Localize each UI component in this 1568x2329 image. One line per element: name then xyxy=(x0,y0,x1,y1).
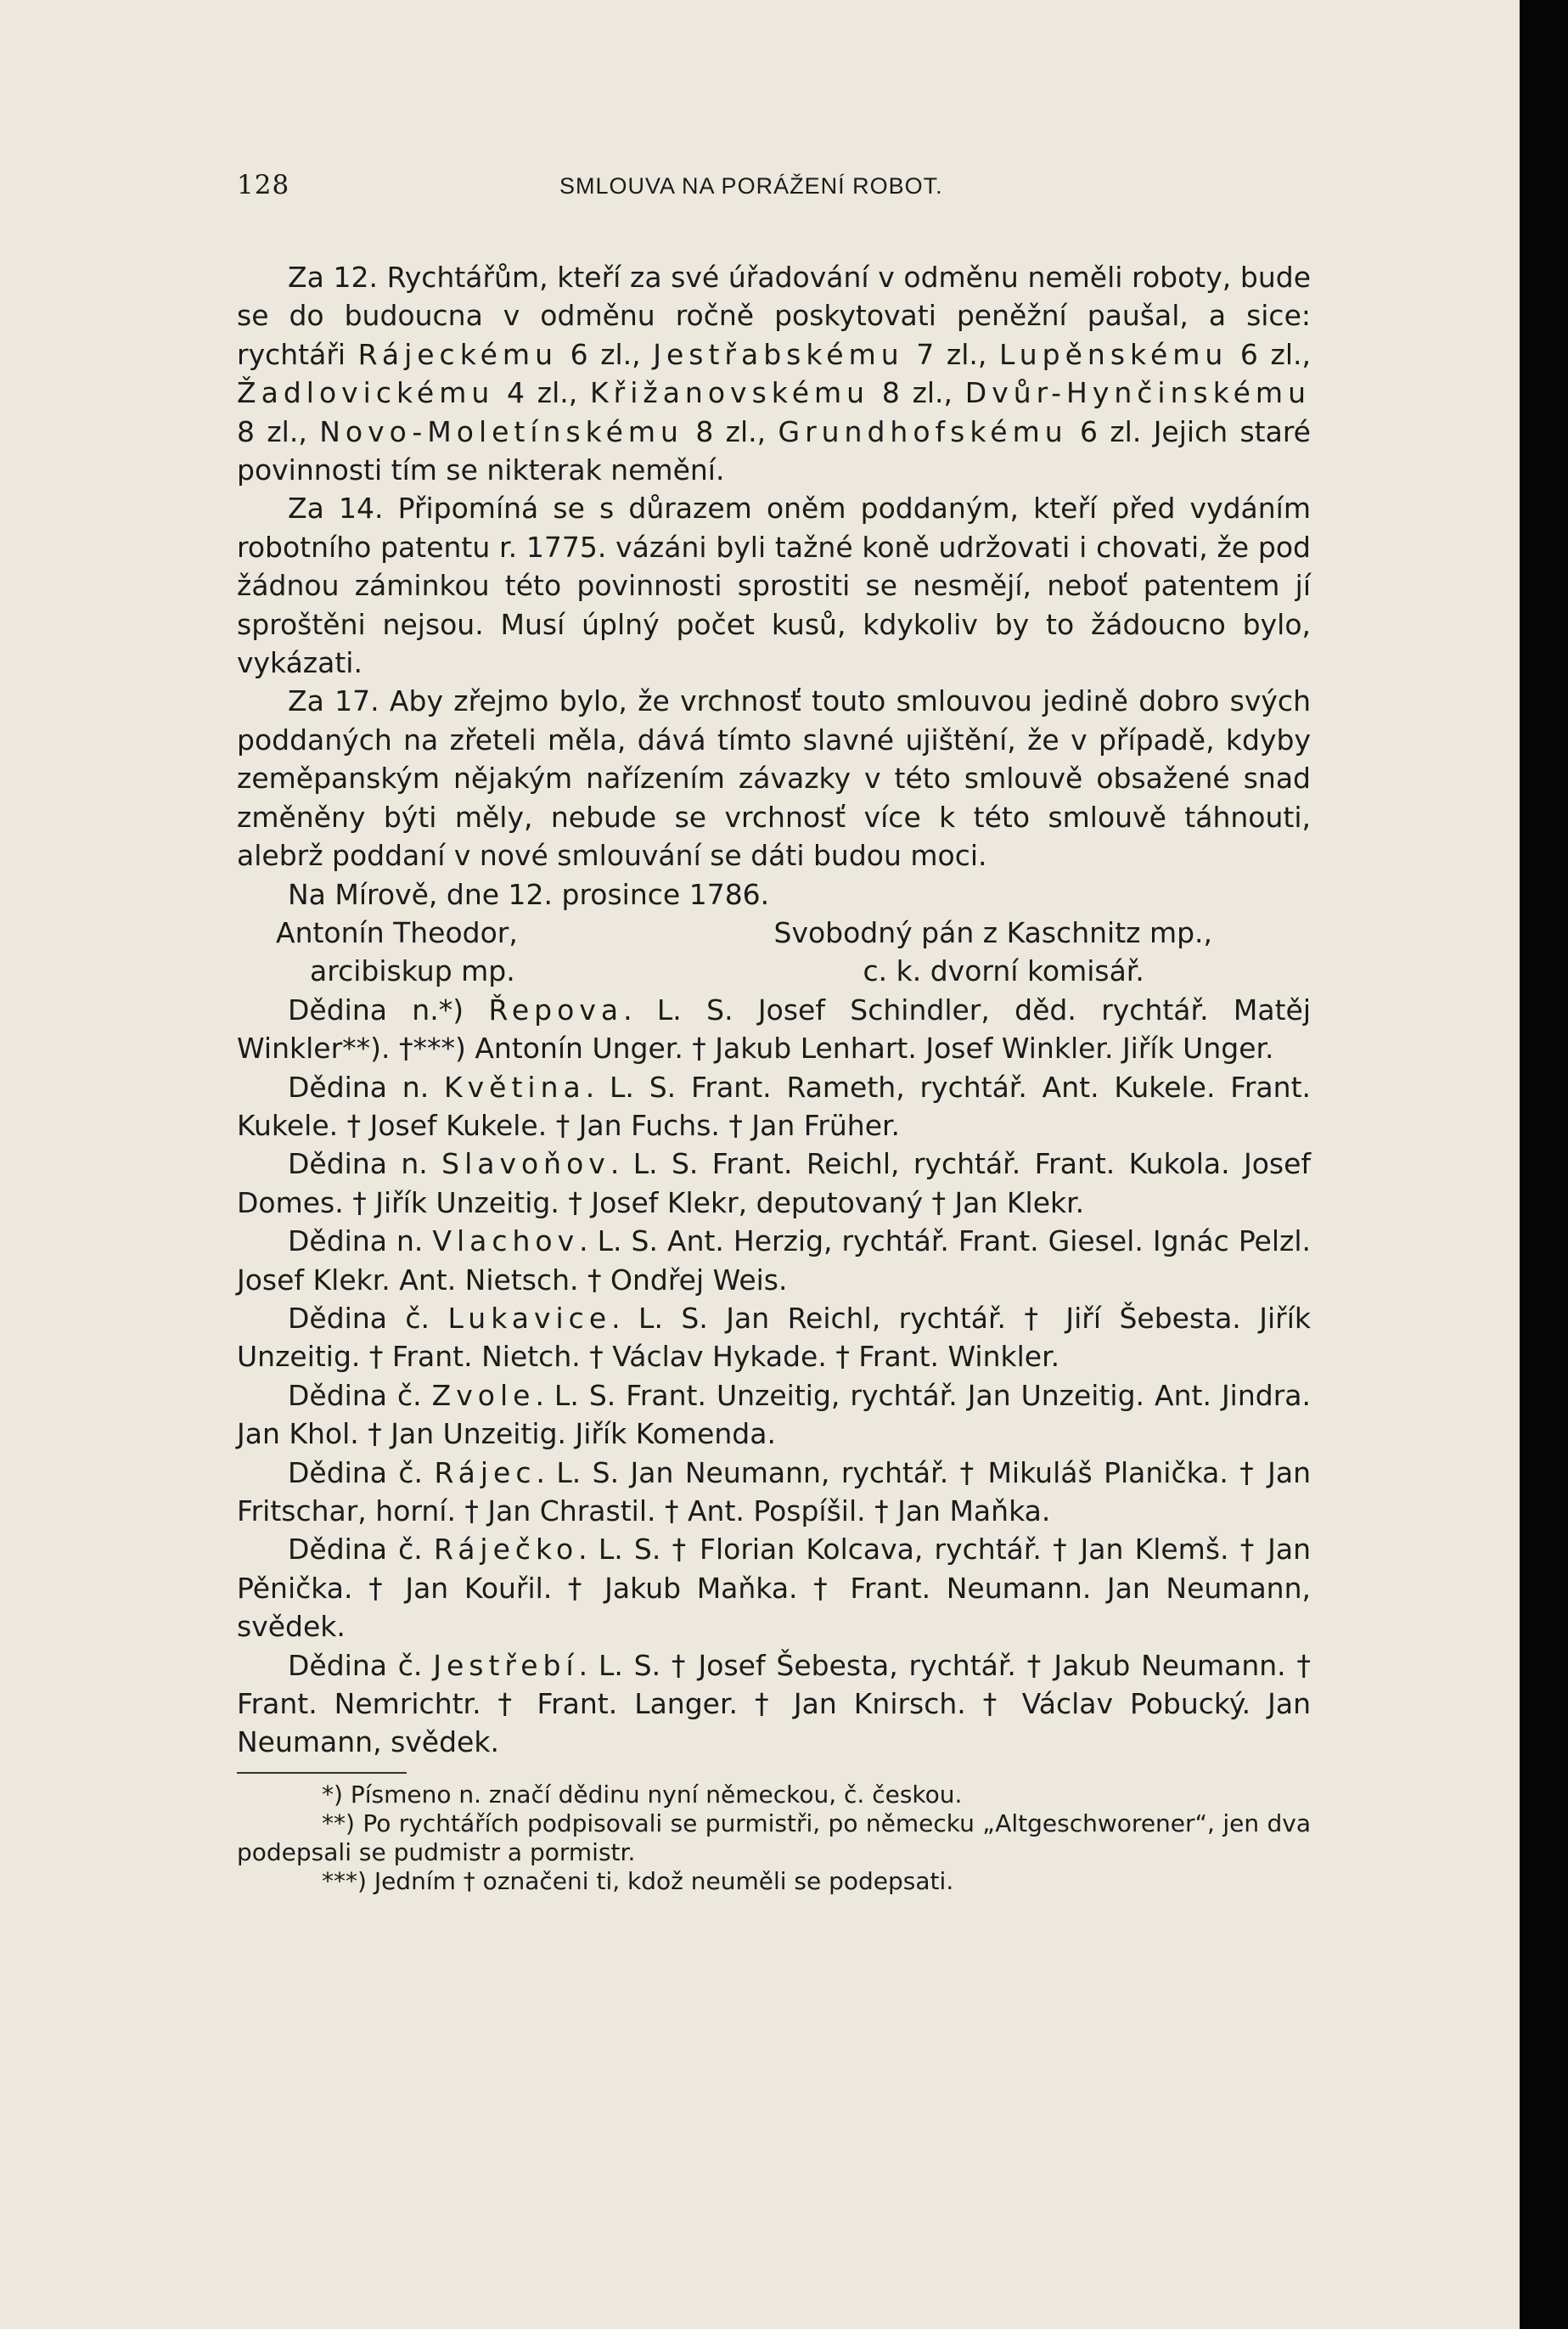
village-signatories: . L. S. † Florian Kolcava, rychtář. † Jan Klemš. † Jan Pěnička. † Jan Kouřil. † Jakub Maňka. † Frant. Neumann. Jan Neumann, svědek. xyxy=(237,1533,1311,1644)
village-signatories: . L. S. Jan Neumann, rychtář. † Mikuláš Planička. † Jan Fritschar, horní. † Jan Chrastil. † Ant. Pospíšil. † Jan Maňka. xyxy=(237,1455,1311,1527)
village-prefix: Dědina n. xyxy=(288,1070,444,1104)
village-name: Lukavice xyxy=(447,1301,612,1335)
text-run: 7 zl., xyxy=(903,337,999,371)
text-run: 8 zl., xyxy=(683,414,778,448)
signature-block xyxy=(237,914,1311,991)
footnote: *) Písmeno n. značí dědinu nyní německou, č. českou. xyxy=(322,1780,963,1809)
village-entry xyxy=(237,1376,1311,1454)
village-signatories: . L. S. Frant. Unzeitig, rychtář. Jan Unzeitig. Ant. Jindra. Jan Khol. † Jan Unzeitig. Jiřík Komenda. xyxy=(237,1378,1311,1451)
scan-edge xyxy=(1520,0,1568,2329)
signature-right xyxy=(774,914,1312,991)
signature-title: c. k. dvorní komisář. xyxy=(863,954,1144,988)
text-run: 6 zl., xyxy=(1228,337,1311,371)
village-entry xyxy=(237,1222,1311,1299)
running-header xyxy=(237,170,1311,224)
village-prefix: Dědina n. xyxy=(288,1147,442,1181)
village-prefix: Dědina č. xyxy=(288,1301,448,1335)
paragraph-za-12 xyxy=(237,258,1311,489)
village-entry xyxy=(237,991,1311,1068)
village-prefix: Dědina č. xyxy=(288,1533,434,1567)
village-name: Dvůr-Hynčinskému xyxy=(964,376,1311,410)
village-name: Vlachov xyxy=(432,1224,580,1258)
village-name: Květina xyxy=(444,1070,586,1104)
village-prefix: Dědina č. xyxy=(288,1378,432,1412)
village-name: Rájec xyxy=(434,1455,537,1489)
footnotes xyxy=(237,1781,1311,1896)
footnote: **) Po rychtářích podpisovali se purmistři, po německu „Altgeschworener“, jen dva podepsali se pudmistr a pormistr. xyxy=(237,1809,1311,1866)
village-prefix: Dědina n.*) xyxy=(288,993,489,1027)
village-name: Křižanovskému xyxy=(590,376,870,410)
village-name: Řepova xyxy=(488,993,624,1027)
signature-name: Antonín Theodor, xyxy=(276,915,518,949)
footnote: ***) Jedním † označeni ti, kdož neuměli se podepsati. xyxy=(322,1866,954,1895)
village-prefix: Dědina č. xyxy=(288,1455,435,1489)
village-prefix: Dědina č. xyxy=(288,1648,434,1682)
village-name: Žadlovickému xyxy=(237,376,495,410)
village-signatories: . L. S. † Josef Šebesta, rychtář. † Jakub Neumann. † Frant. Nemrichtr. † Frant. Langer. † Jan Knirsch. † Václav Pobucký. Jan Neumann, svědek. xyxy=(237,1648,1311,1759)
text-run: 4 zl., xyxy=(494,376,591,410)
signature-title: arcibiskup mp. xyxy=(310,954,515,988)
text-run: 6 zl. Jejich staré povinnosti tím se nikterak nemění. xyxy=(237,414,1311,487)
village-entry xyxy=(237,1299,1311,1376)
paragraph-za-14: Za 14. Připomíná se s důrazem oněm poddaným, kteří před vydáním robotního patentu r. 1775. vázáni byli tažné koně udržovati i chovati, že pod žádnou záminkou této povinnosti sprostiti se nesmějí, neboť patentem jí sproštěni nejsou. Musí úplný počet kusů, kdykoliv by to žádoucno bylo, vykázati. xyxy=(237,492,1311,680)
signature-left xyxy=(237,914,774,991)
village-name: Jestřabskému xyxy=(653,337,904,371)
village-name: Lupěnskému xyxy=(998,337,1228,371)
village-entry xyxy=(237,1068,1311,1145)
text-run: 8 zl., xyxy=(869,376,965,410)
village-signatories: . L. S. Ant. Herzig, rychtář. Frant. Giesel. Ignác Pelzl. Josef Klekr. Ant. Nietsch. † Ondřej Weis. xyxy=(237,1224,1311,1297)
text-run: 6 zl., xyxy=(558,337,654,371)
village-entry xyxy=(237,1530,1311,1645)
village-prefix: Dědina n. xyxy=(288,1224,433,1258)
footnote-divider xyxy=(237,1772,407,1774)
signature-name: Svobodný pán z Kaschnitz mp., xyxy=(773,915,1213,949)
village-entry xyxy=(237,1646,1311,1762)
village-name: Ráječko xyxy=(434,1533,579,1567)
village-entry xyxy=(237,1454,1311,1531)
village-name: Jestřebí xyxy=(433,1648,579,1682)
date-line: Na Mírově, dne 12. prosince 1786. xyxy=(288,877,770,911)
page-content xyxy=(237,170,1311,1896)
village-signatories: . L. S. Josef Schindler, děd. rychtář. Matěj Winkler**). †***) Antonín Unger. † Jakub Lenhart. Josef Winkler. Jiřík Unger. xyxy=(237,993,1311,1066)
village-entry xyxy=(237,1145,1311,1222)
page-number: 128 xyxy=(237,170,290,200)
village-name: Novo-Moletínskému xyxy=(319,414,683,448)
paragraph-za-17: Za 17. Aby zřejmo bylo, že vrchnosť touto smlouvou jedině dobro svých poddaných na zřeteli měla, dává tímto slavné ujištění, že v případě, kdyby zeměpanským nějakým nařízením závazky v této smlouvě obsažené snad změněny býti měly, nebude se vrchnosť více k této smlouvě táhnouti, alebrž poddaní v nové smlouvání se dáti budou moci. xyxy=(237,684,1311,873)
village-name: Rájeckému xyxy=(357,337,558,371)
text-run: Za 12. Rychtářům, kteří za své úřadování v odměnu neměli roboty, bude se do budoucna v odměnu ročně poskytovati peněžní paušal, a sice: rychtáři xyxy=(237,261,1311,371)
running-title: SMLOUVA NA PORÁŽENÍ ROBOT. xyxy=(559,173,943,199)
village-name: Grundhofskému xyxy=(778,414,1068,448)
village-signatories: . L. S. Frant. Reichl, rychtář. Frant. Kukola. Josef Domes. † Jiřík Unzeitig. † Josef Klekr, deputovaný † Jan Klekr. xyxy=(237,1147,1311,1219)
village-name: Slavoňov xyxy=(441,1147,610,1181)
village-signatories: . L. S. Frant. Rameth, rychtář. Ant. Kukele. Frant. Kukele. † Josef Kukele. † Jan Fuchs. † Jan Früher. xyxy=(237,1070,1311,1142)
village-name: Zvole xyxy=(431,1378,536,1412)
body-text xyxy=(237,258,1311,1896)
village-signatories: . L. S. Jan Reichl, rychtář. † Jiří Šebesta. Jiřík Unzeitig. † Frant. Nietch. † Václav Hykade. † Frant. Winkler. xyxy=(237,1301,1311,1374)
text-run: 8 zl., xyxy=(237,414,320,448)
